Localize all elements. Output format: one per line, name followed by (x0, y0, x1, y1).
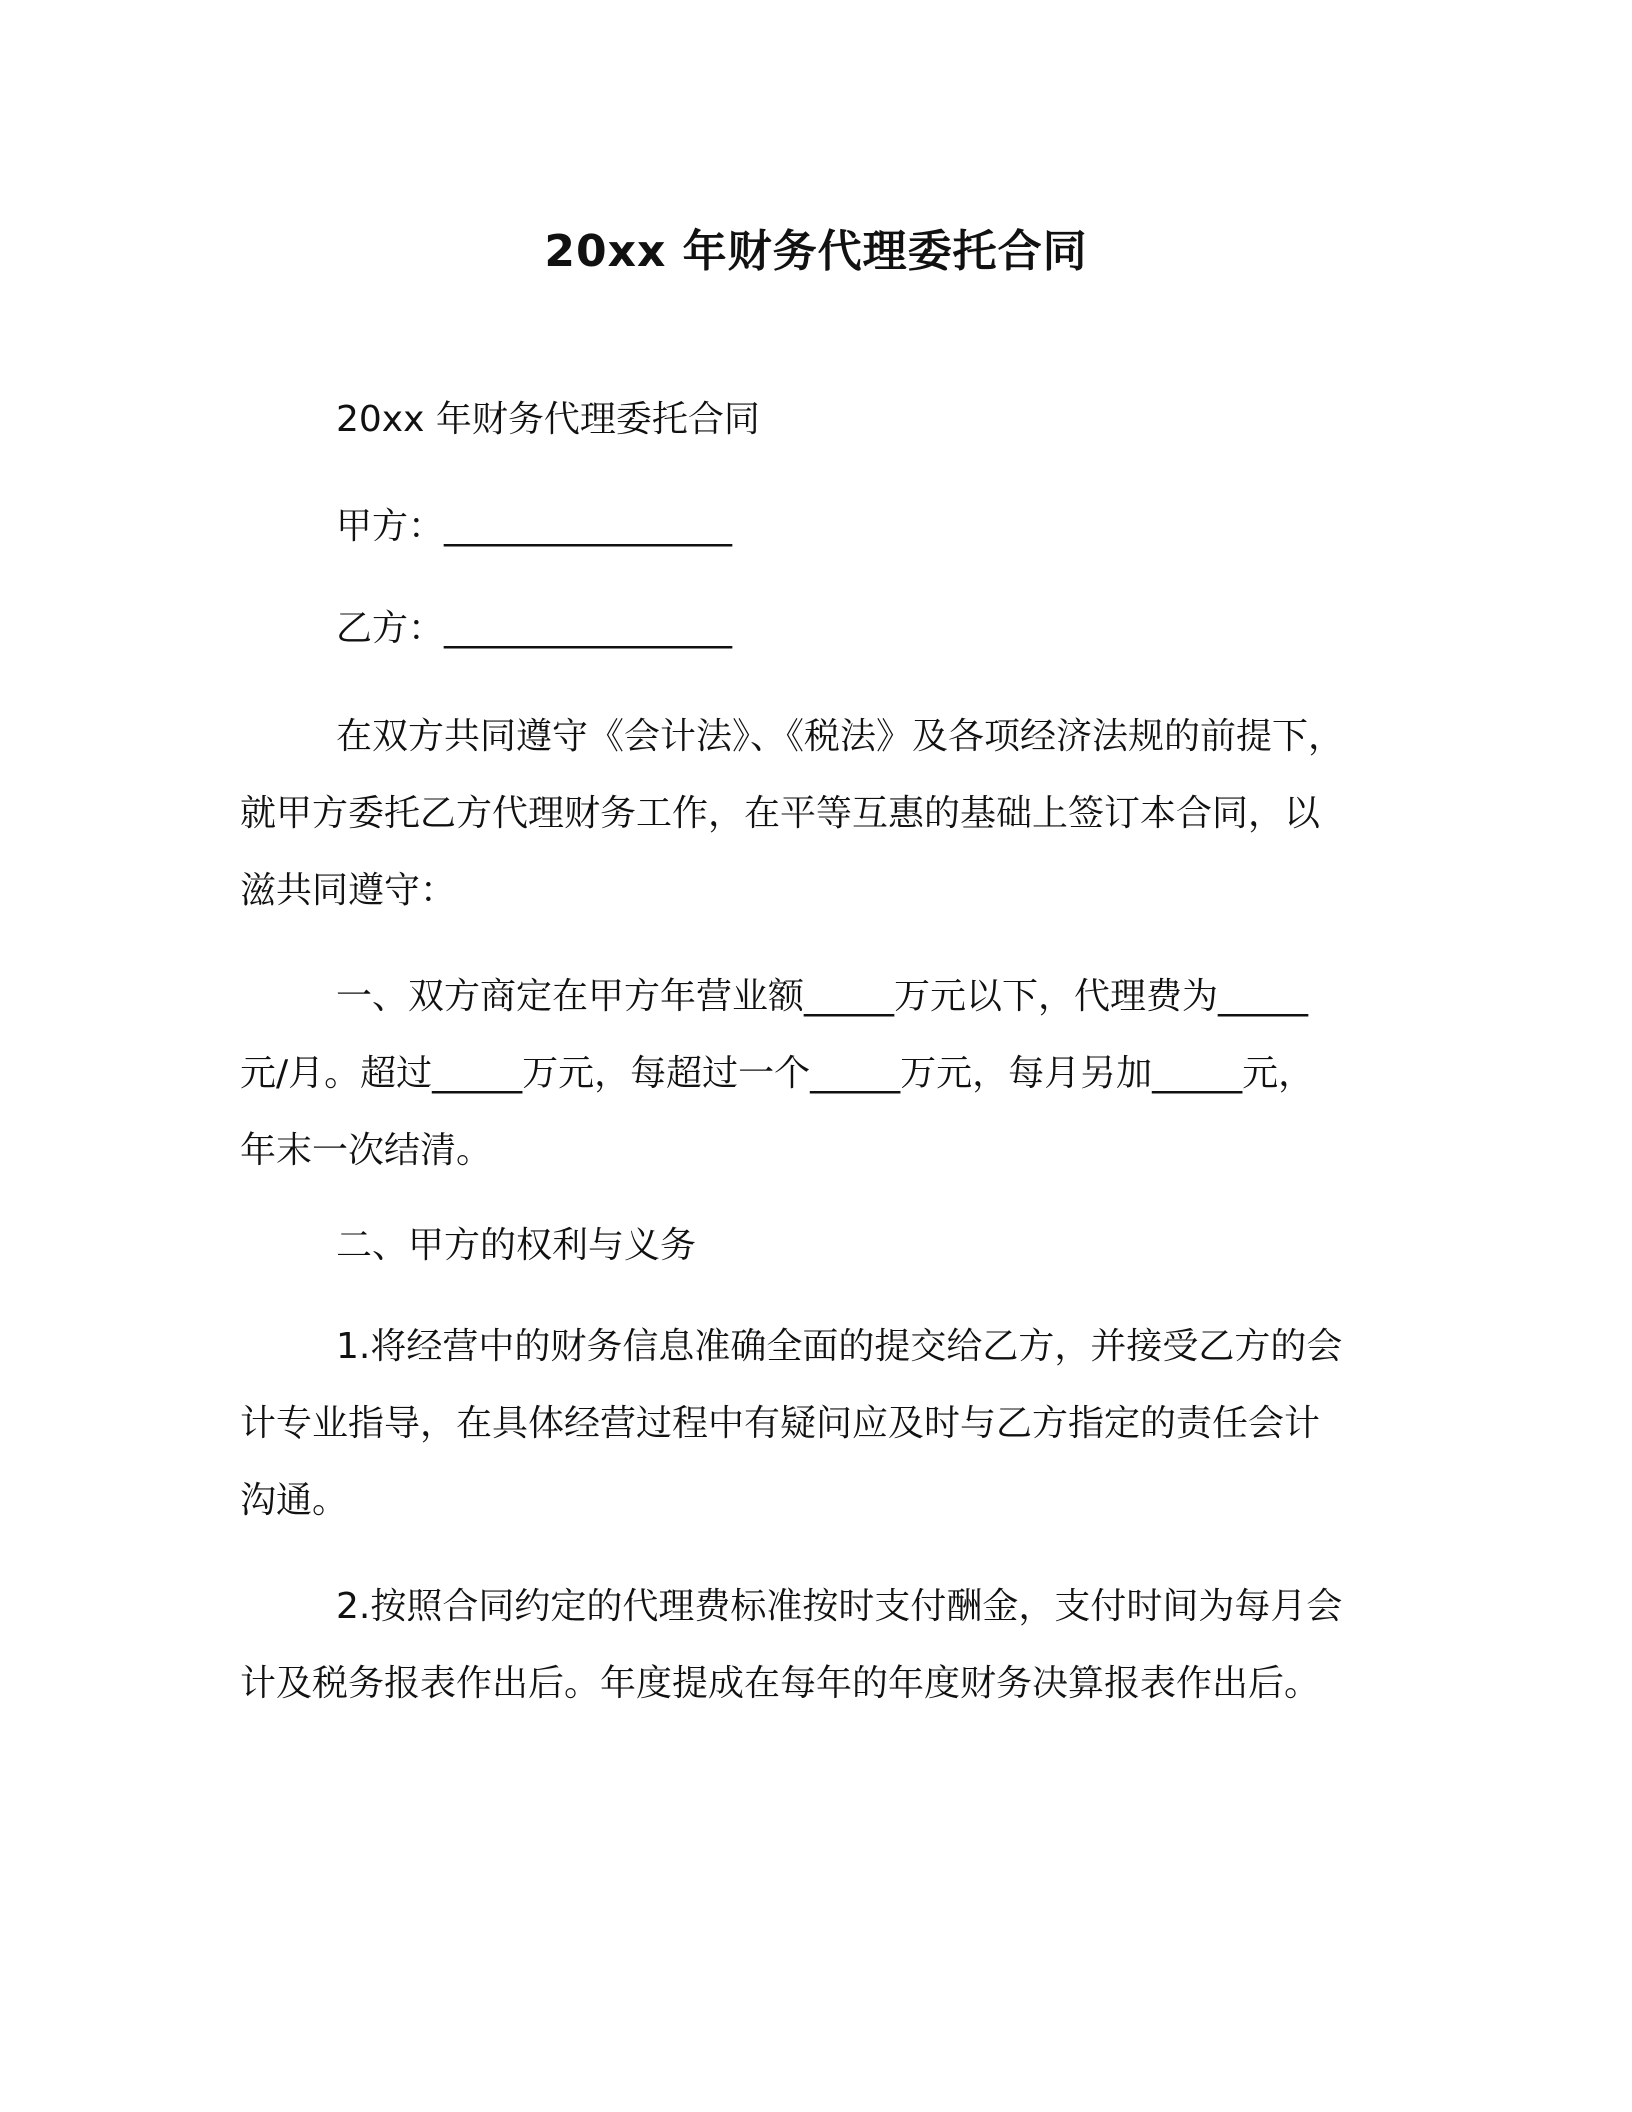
intro-paragraph (240, 698, 1420, 929)
intro-line-1: 在双方共同遵守《会计法》、《税法》及各项经济法规的前提下， (336, 716, 1345, 757)
item-1-line-2: 计专业指导，在具体经营过程中有疑问应及时与乙方指定的责任会计 (240, 1403, 1321, 1444)
item-1-paragraph (240, 1308, 1420, 1539)
intro-line-3: 滋共同遵守： (240, 870, 457, 911)
item-2-line-1: 2.按照合同约定的代理费标准按时支付酬金，支付时间为每月会 (336, 1586, 1343, 1627)
item-1-line-3: 沟通。 (240, 1480, 349, 1521)
intro-line-2: 就甲方委托乙方代理财务工作，在平等互惠的基础上签订本合同，以 (240, 793, 1321, 834)
document-title: 20xx 年财务代理委托合同 (544, 226, 1088, 277)
item-2-line-2: 计及税务报表作出后。年度提成在每年的年度财务决算报表作出后。 (240, 1663, 1321, 1704)
party-a-line: 甲方：________________ (336, 506, 733, 547)
clause-2-heading: 二、甲方的权利与义务 (336, 1225, 697, 1266)
item-1-line-1: 1.将经营中的财务信息准确全面的提交给乙方，并接受乙方的会 (336, 1326, 1343, 1367)
clause-1-paragraph (240, 958, 1420, 1189)
clause-1-line-2: 元/月。超过_____万元，每超过一个_____万元，每月另加_____元， (240, 1053, 1315, 1094)
party-b-line: 乙方：________________ (336, 608, 733, 649)
clause-1-line-1: 一、双方商定在甲方年营业额_____万元以下，代理费为_____ (336, 976, 1309, 1017)
item-2-paragraph (240, 1568, 1420, 1722)
clause-1-line-3: 年末一次结清。 (240, 1130, 493, 1171)
document-subtitle: 20xx 年财务代理委托合同 (336, 399, 760, 440)
